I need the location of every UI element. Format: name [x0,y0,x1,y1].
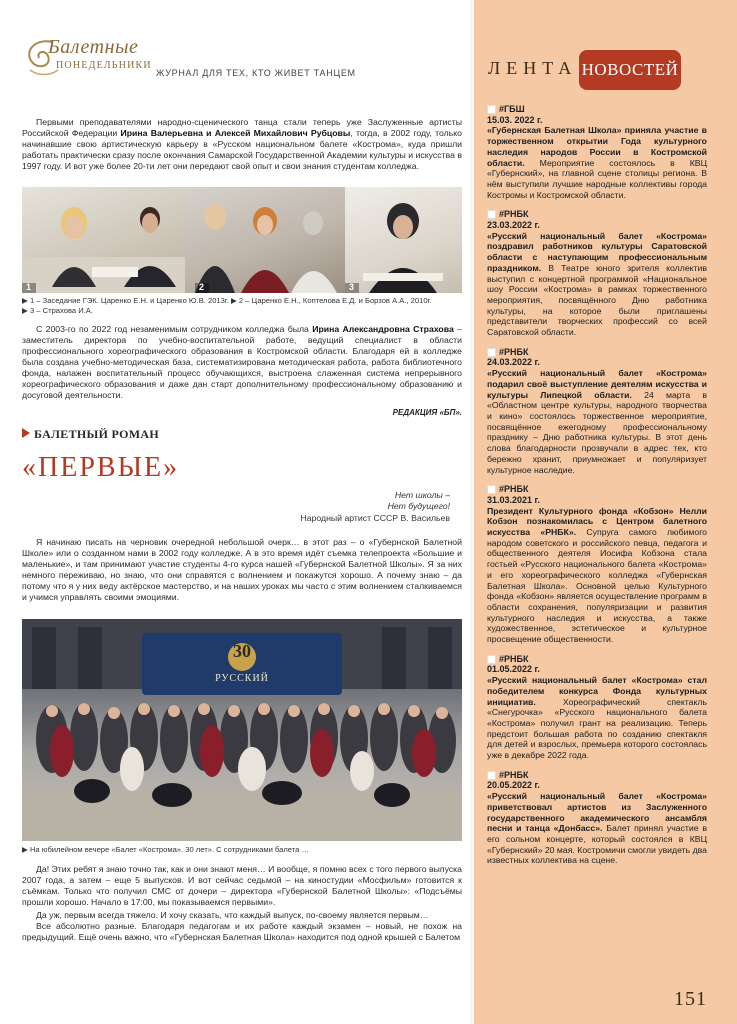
news-item [487,770,707,866]
photo-number: 1 [26,282,32,292]
photo-caption-3: ▶ 3 – Страхова И.А. [22,306,93,315]
news-text [487,231,707,338]
photo-tsarenko-koptelova [185,187,345,293]
news-lead: «Русский национальный балет «Кострома» подарил своё выступление деятелям искусства и культуры Липецкой области. [487,368,707,400]
page-number: 151 [674,988,707,1010]
logo-title: Балетные [48,36,139,58]
tag-square-icon [487,105,496,114]
news-tag: #РНБК [499,484,529,495]
article-title: «ПЕРВЫЕ» [22,452,180,483]
photo-number: 2 [199,282,205,292]
stage-banner-text: РУССКИЙ [215,673,269,684]
news-lead: «Русский национальный балет «Кострома» стал победителем конкурса Фонда культурных инициатив. [487,675,707,707]
news-lead: «Русский национальный балет «Кострома» приветствовал артистов из Заслуженного государственного академического ансамбля песни и танца «Донбасс». [487,791,707,834]
news-item [487,654,707,761]
sidebar-title-badge [579,50,681,90]
epigraph-line-2: Нет будущего! [387,501,450,511]
news-date: 24.03.2022 г. [487,357,540,368]
photo-exam-commission [22,187,185,293]
news-date: 20.05.2022 г. [487,780,540,791]
photo-number: 3 [349,282,355,292]
news-tag: #РНБК [499,653,529,664]
sidebar-shadow [470,0,476,1024]
paragraph-graduates: Да! Этих ребят я знаю точно так, как и они знают меня… И вообще, я помню всех с того первого выпуска 2007 года, а затем – еще 5 выпусков. И вот сейчас седьмой – на киностудии «Мосфильм» готовится к съёмкам. Только что получил СМС от дочери – директора «Губернской Балетной Школы»: «Подсъёмы прошли хорошо. Начало в 17:00, мы показываемся первыми». [22,864,462,907]
news-tag: #РНБК [499,769,529,780]
news-date: 31.03.2021 г. [487,494,540,505]
epigraph-line-1: Нет школы – [394,490,450,500]
magazine-logo [22,36,150,80]
news-date: 01.05.2022 г. [487,664,540,675]
news-body: 24 марта в «Областном центре культуры, народного творчества и кино» состоялось торжественное мероприятие, посвящённое ежегодному профессиональному празднику – Дню работника культуры. В этот день слова благодарности прозвучали в адрес тех, кто бережно хранит, приумножает и популяризует культурное наследие. [487,389,707,475]
paragraph-teachers: Первыми преподавателями народно-сценического танца стали теперь уже Заслуженные артисты Российской Федерации Ирина Валерьевна и Алексей Михайлович Рубцовы, тогда, в 2002 году, только начинавшие свою артистическую карьеру в «Русском национальном балете «Кострома», куда пришли работать практически сразу после окончания Самарской Государственной Академии культуры и искусства в 1997 году. И вот уже более 20-ти лет они передают свой опыт и свои знания студентам колледжа. [22,117,462,171]
news-item [487,347,707,475]
news-lead: Президент Культурного фонда «Кобзон» Нелли Кобзон познакомилась с Центром балетного искусства «РНБК». [487,505,707,538]
photo-group-icon [185,187,345,293]
tag-square-icon [487,485,496,494]
sidebar-title-right: НОВОСТЕЙ [581,60,679,79]
news-tag: #ГБШ [499,104,525,114]
triangle-marker-icon [22,428,30,438]
paragraph-all-different: Все абсолютно разные. Благодаря педагогам и их работе каждый экзамен – новый, не похож на предыдущий. Ещё очень важно, что «Губернская Балетная Школа» находится под одной крышей с Балетом [22,921,462,942]
news-tag: #РНБК [499,209,529,220]
photo-exam-people-icon [22,187,185,293]
paragraph-strakhova: С 2003-го по 2022 год незаменимым сотрудником колледжа была Ирина Александровна Страхова – заместитель директора по учебно-воспитательной работе, ведущий специалист в области профессионального хореографического образования в Костромской области. Благодаря ей в колледже была создана учебно-методическая база, систематизирована методическая работа, работа библиотечного фонда, налажен воспитательный процесс обучающихся, выстроена слаженная система непрерывного хореографического образования и даже дан старт дополнительному профессиональному образованию и досуговой деятельности. [22,324,462,400]
news-date: 23.03.2022 г. [487,220,540,231]
tag-square-icon [487,655,496,664]
news-text [487,675,707,761]
photo-portrait-icon [345,187,462,293]
news-item [487,484,707,645]
news-body: В Театре юного зрителя коллектив выступил с концертной программой «Национальное шоу России «Кострома» в рамках торжественного мероприятия, посвящённого Дню работника культуры, на которое были приглашены представители творческих профессий со всей Саратовской области. [487,262,707,338]
news-text [487,125,707,200]
magazine-tagline: ЖУРНАЛ ДЛЯ ТЕХ, КТО ЖИВЕТ ТАНЦЕМ [156,68,356,78]
tag-square-icon [487,210,496,219]
news-feed [487,104,707,875]
paragraph-first-always-hard: Да уж, первым всегда тяжело. И хочу сказать, что каждый выпуск, по-своему является первым… [36,910,429,920]
news-body: Супруга самого любимого народом советского и российского певца, педагога и общественного деятеля Иосифа Кобзона стала гостьей «Русского национального балета «Кострома» и его хореографического колледжа «Губернская Балетная Школа». Основной целью Культурного фонда «Кобзон» является осуществление программ в области сохранения, популяризации и развития культурного наследия и искусства, а также художественное, эстетическое и культурное просвещение общественности. [487,527,708,645]
news-lead: «Губернская Балетная Школа» приняла участие в торжественном открытии Года культурного наследия народов России в Костромской области. [487,125,707,168]
section-label: БАЛЕТНЫЙ РОМАН [22,427,159,442]
teachers-names: Ирина Валерьевна и Алексей Михайлович Рубцовы [120,128,351,138]
news-body: Балет принял участие в его сольном концерте, который состоялся в КВЦ «Губернский» 20 мая. Костромичи смогли увидеть два известных коллектива на сцене. [487,823,707,866]
news-text [487,791,707,866]
photo-caption-1-2: ▶ 1 – Заседание ГЭК. Царенко Е.Н. и Царенко Ю.В. 2013г. ▶ 2 – Царенко Е.Н., Коптелова Е.Д. и Борзов А.А., 2010г. [22,296,432,305]
news-text [487,368,707,475]
news-tag: #РНБК [499,346,529,357]
stage-banner-number: 30 [233,641,251,661]
photo-caption-anniversary: ▶ На юбилейном вечере «Балет «Кострома». 30 лет». С сотрудниками балета … [22,845,310,854]
news-body: Хореографический спектакль «Снегурочка» «Русского национального балета «Кострома» получил грант на реализацию. Теперь предстоит большая работа по созданию спектакля для детей и взрослых, премьера которого состоялась уже в декабре 2022 года. [487,696,707,761]
tag-square-icon [487,348,496,357]
news-lead: «Русский национальный балет «Кострома» поздравил работников культуры Саратовской области с наступающим профессиональным праздником. [487,230,707,273]
photo-strakhova [345,187,462,293]
epigraph-author: Народный артист СССР В. Васильев [300,513,450,523]
news-item [487,104,707,200]
news-date: 15.03. 2022 г. [487,114,543,125]
photo-anniversary-group [22,619,462,841]
editorial-credit: РЕДАКЦИЯ «БП». [392,408,462,417]
logo-subtitle: ПОНЕДЕЛЬНИКИ [56,60,152,71]
strakhova-name: Ирина Александровна Страхова [312,324,454,334]
tag-square-icon [487,771,496,780]
news-item [487,209,707,337]
sidebar-title-left: ЛЕНТА [488,58,578,78]
paragraph-intro: Я начинаю писать на черновик очередной небольшой очерк… в этот раз – о «Губернской Балетной Школе» или о созданном нами в 2002 году колледже. А в это время идёт съемка телепроекта «Большие и маленькие», и там принимают участие студенты 4-го курса нашей «Губернской Балетной Школы». Я за них немного переживаю, но знаю, что они справятся с волнением и покажутся хорошо. А почему знаю – да потому что я у них веду актёрское мастерство, и на наших уроках мы часто с этим волнением сталкиваемся и учимся управлять своими эмоциями. [22,537,462,602]
news-text [487,506,707,645]
news-body: Мероприятие состоялось в КВЦ «Губернский», на главной сцене столицы региона. В нём выступили лучшие народные коллективы города Костромы и Костромской области. [487,157,707,200]
